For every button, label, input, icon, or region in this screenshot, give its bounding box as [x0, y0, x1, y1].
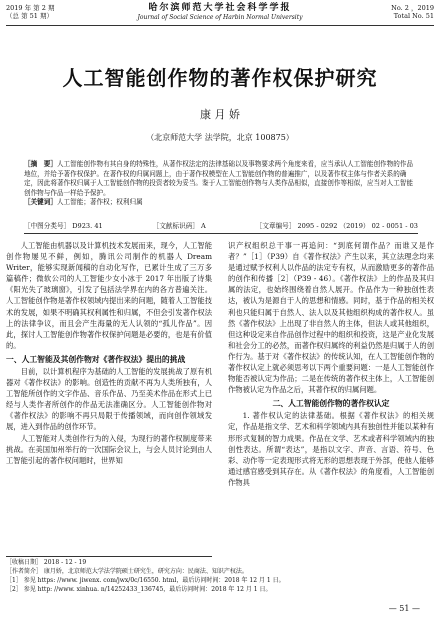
author-name: 康 月 娇	[200, 108, 240, 121]
issue-en-line-1: No. 2 ，2019	[391, 4, 434, 12]
page-number: — 51 —	[388, 604, 420, 613]
header-rule	[6, 25, 434, 26]
section-1-paragraph: 人工智能对人类创作行为的入侵，为现行的著作权制度带来挑战。在美国加州举行的一次国际会议上，与会人员讨论到由人工智能引起的著作权问题时，世界知	[6, 433, 212, 465]
abstract-block	[24, 160, 418, 208]
clc-number: ［中图分类号］ D923. 41	[24, 222, 103, 230]
abstract-text: 人工智能创作物有其自身的特殊性，从著作权法定的法律基础以及事物要求两个角度来看，应当承认人工智能创作物的作品地位，并给予著作权保护。在著作权的归属问题上，由于著作权模型在人工智能创作物的普遍推广，以及著作权主体与作者关系的确定，因此将著作权归属于人工智能创作物的投资者较为妥当。鉴于人工智能创作物与人类作品相似，直接创作等相似，应当对人工智能创作物与作品一样给予保护。	[24, 160, 414, 197]
classification-line	[24, 220, 418, 230]
abstract-rule	[24, 233, 418, 234]
footnote-rule	[6, 556, 212, 557]
author-note: ［作者简介］ 康月娇，北京师范大学法学院硕士研究生，研究方向：民商法、知识产权法。	[6, 568, 248, 575]
abstract	[24, 160, 418, 198]
right-column	[228, 240, 434, 488]
issue-line-2: （总 第 51 期）	[6, 12, 53, 20]
issue-en-line-2: Total No. 51	[393, 12, 434, 20]
document-code: ［文献标识码］ A	[152, 222, 206, 230]
intro-paragraph: 人工智能由机器以及计算机技术发展而来，现今，人工智能创作物屡见不鲜，例如，腾讯公司制作的机器人 Dream Writer，能够实现新闻稿的自动化写作，已累计生成了三万多篇稿件；微软公司的人工智能少女小冰于 2017 年出版了诗集《阳光失了玻璃窗》，引发了包括法学界在内的各方普遍关注。人工智能创作物是著作权领域内提出来的问题，随着人工智能技术的发展，如果不明确其权利属性和归属，不但会引发著作权法上的法律争议，而且会产生海量的无人认领的“孤儿作品”。因此，探讨人工智能创作物著作权保护问题是必要的，也是有价值的。	[6, 241, 212, 350]
journal-name-en: Journal of Social Science of Harbin Normal University	[137, 14, 303, 21]
continued-paragraph: 识产权组织总干事一再追问：“到底何谓作品？而谁又是作者？”［1］（P39）自《著作权法》产生以来，其立法理念均来是通过赋予权利人以作品的法定专有权，从而激励更多的著作品的创作和传播［2］（P39 - 46）。《著作权法》上的作品及其归属的法定，也始终围绕着自然人展开。作品作为一种独创性表达，被认为是源自于人的思想和情感。同时，基于作品的相关权利也只能归属于自然人、法人以及其他组织构成的著作权人。虽然《著作权法》上出现了非自然人的主体，但法人或其他组织，但这种设定来自作品创作过程中的组织和投资，这是产业化发展和社会分工的必然，而著作权归属终的利益仍然是归属于人的创作行为。基于对《著作权法》的传统认知，在人工智能创作物的著作权认定上就必须思考以下两个重要问题：一是人工智能创作物能否被认定为作品；二是在传统的著作权主体上，人工智能创作物被认定为作品之后，其著作权的归属问题。	[228, 241, 434, 395]
issue-number-en	[391, 4, 434, 20]
keywords-text: 人工智能；著作权；权利归属	[56, 198, 143, 206]
author-affiliation: （北京师范大学 法学院，北京 100875）	[146, 133, 294, 142]
section-1-heading: 一、人工智能及其创作物对《著作权法》提出的挑战	[6, 354, 186, 364]
left-column	[6, 240, 212, 466]
keywords	[24, 198, 418, 208]
journal-name-cn: 哈尔滨师范大学社会科学学报	[148, 3, 292, 13]
article-id: ［文章编号］ 2095 - 0292 （2019） 02 - 0051 - 03	[255, 222, 418, 230]
abstract-label: ［摘 要］	[24, 160, 57, 168]
keywords-label: ［关键词］	[24, 198, 57, 206]
section-1-paragraph: 目前，以计算机程序为基础的人工智能的发展挑战了原有机器对《著作权法》的影响。创造性的贡献不再为人类所独有，人工智能所创作的文字作品、音乐作品、乃至美术作品在形式上已经与人类作者所创作的作品无法准确区分。人工智能创作物对《著作权法》的影响不再只局限于传播领域，而向创作领域发展，进入到作品的创作环节。	[6, 366, 212, 432]
footnote-1: ［1］ 参见 https: //www. jiwenx. com/jwx/0c/16550. html，最后访问时间：2018 年 12 月 1 日。	[6, 577, 285, 584]
journal-masthead	[0, 3, 440, 22]
issue-line-1: 2019 年 第 2 期	[6, 4, 55, 12]
section-2-heading: 二、人工智能创作物的著作权认定	[272, 399, 390, 409]
article-title: 人工智能创作物的著作权保护研究	[62, 66, 378, 90]
section-2-paragraph: 1. 著作权认定的法律基础。根据《著作权法》的相关规定，作品是指文学、艺术和科学领域内具有独创性并能以某种有形形式复制的智力成果。作品在文学、艺术或者科学领域内的独创性表达。所谓“表达”，是指以文字、声音、言语、符号、色彩、动作等一定表现形式将无形的思想表现于外部，使他人能够通过感官感受到其存在。从《著作权法》的角度看，人工智能创作物具	[228, 411, 434, 487]
footnotes	[6, 558, 434, 594]
received-date: ［收稿日期］ 2018 - 12 - 19	[6, 559, 87, 566]
footnote-2: ［2］ 参见 http: //www. xinhua. n/14252433_136745，最后访问时间：2018 年 12 月 1 日。	[6, 586, 272, 593]
